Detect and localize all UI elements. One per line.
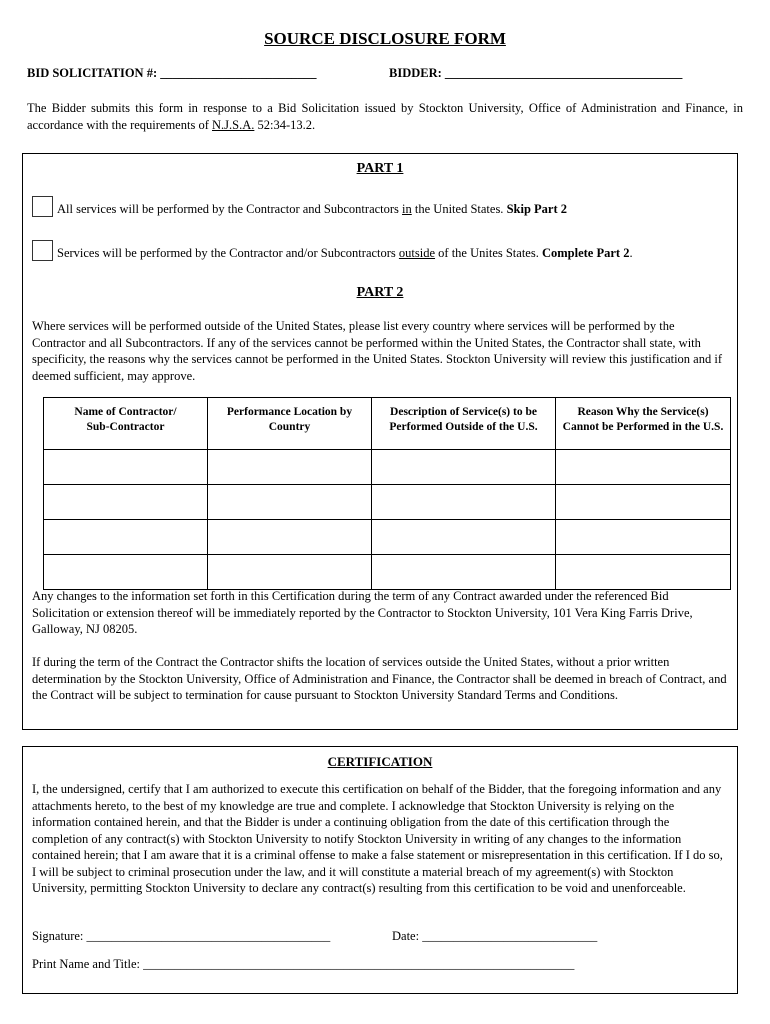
table-cell[interactable]	[556, 555, 731, 590]
part1-option-outside-us	[32, 240, 633, 261]
certification-box	[22, 746, 738, 994]
bidder-field[interactable]: BIDDER: ______________________________________	[389, 66, 683, 80]
intro-statute: N.J.S.A.	[212, 118, 255, 132]
table-cell[interactable]	[208, 485, 372, 520]
part1-title: PART 1	[356, 161, 404, 176]
certification-text: I, the undersigned, certify that I am authorized to execute this certification on behalf of the Bidder, that the foregoing information and any attachments hereto, to the best of my knowledge are true and complete. I acknowledge that Stockton University is relying on the information contained herein, and that the Bidder is under a continuing obligation from the date of this certification through the completion of any contract(s) with Stockton University to notify Stockton University in writing of any changes to the information contained herein; that I am aware that it is a criminal offense to make a false statement or misrepresentation in this certification. If I do so, I will be subject to criminal prosecution under the law, and it will constitute a material breach of my agreement(s) with Stockton University, permitting Stockton University to declare any contract(s) resulting from this certification to be void and unenforceable.	[32, 782, 723, 895]
table-cell[interactable]	[372, 555, 556, 590]
table-cell[interactable]	[44, 520, 208, 555]
col-header-location: Performance Location by Country	[208, 398, 372, 450]
checkbox-in-us[interactable]	[32, 196, 53, 217]
table-cell[interactable]	[372, 520, 556, 555]
table-cell[interactable]	[208, 450, 372, 485]
table-cell[interactable]	[44, 555, 208, 590]
option1-instruction: Skip Part 2	[506, 202, 567, 216]
intro-paragraph	[27, 100, 743, 134]
option2-text: Services will be performed by the Contractor and/or Subcontractors outside of the Unites States. Complete Part 2.	[57, 246, 633, 260]
table-cell[interactable]	[556, 485, 731, 520]
signature-field[interactable]: Signature: _______________________________________	[32, 929, 331, 943]
intro-text: The Bidder submits this form in response to a Bid Solicitation issued by Stockton University, Office of Administration and Finance, in accordance with the requirements of	[27, 101, 743, 132]
shift-paragraph: If during the term of the Contract the Contractor shifts the location of services outside the United States, without a prior written determination by the Stockton University, Office of Administration and Finance, the Contractor shall be deemed in breach of Contract, and the Contract will be subject to termination for cause pursuant to Stockton University Standard Terms and Conditions.	[32, 655, 727, 702]
form-title: SOURCE DISCLOSURE FORM	[264, 29, 506, 48]
col-header-contractor: Name of Contractor/ Sub-Contractor	[44, 398, 208, 450]
part1-option-in-us	[32, 196, 567, 217]
table-row	[44, 555, 731, 590]
table-cell[interactable]	[556, 450, 731, 485]
col-header-reason: Reason Why the Service(s) Cannot be Performed in the U.S.	[556, 398, 731, 450]
table-row	[44, 450, 731, 485]
col-header-description: Description of Service(s) to be Performed Outside of the U.S.	[372, 398, 556, 450]
table-cell[interactable]	[44, 485, 208, 520]
bid-solicitation-field[interactable]: BID SOLICITATION #: _________________________	[27, 66, 317, 80]
print-name-field[interactable]: Print Name and Title: _____________________________________________________________________	[32, 957, 575, 971]
table-cell[interactable]	[372, 450, 556, 485]
table-cell[interactable]	[556, 520, 731, 555]
table-cell[interactable]	[208, 520, 372, 555]
table-cell[interactable]	[372, 485, 556, 520]
table-cell[interactable]	[208, 555, 372, 590]
part2-title: PART 2	[356, 285, 404, 300]
table-header-row	[44, 398, 731, 450]
parts-box	[22, 153, 738, 730]
option2-instruction: Complete Part 2	[541, 246, 630, 260]
services-table	[43, 397, 731, 590]
changes-paragraph: Any changes to the information set forth in this Certification during the term of any Contract awarded under the referenced Bid Solicitation or extension thereof will be immediately reported by the Contractor to Stockton University, 101 Vera King Farris Drive, Galloway, NJ 08205.	[32, 589, 693, 636]
certification-title: CERTIFICATION	[327, 754, 433, 769]
table-cell[interactable]	[44, 450, 208, 485]
checkbox-outside-us[interactable]	[32, 240, 53, 261]
intro-statute-rest: 52:34-13.2.	[254, 118, 316, 132]
option1-text: All services will be performed by the Contractor and Subcontractors in the United States. Skip Part 2	[57, 202, 567, 216]
table-row	[44, 520, 731, 555]
date-field[interactable]: Date: ____________________________	[392, 929, 598, 943]
part2-instructions: Where services will be performed outside of the United States, please list every country where services will be performed by the Contractor and all Subcontractors. If any of the services cannot be performed within the United States, the Contractor shall state, with specificity, the reasons why the services cannot be performed in the United States. Stockton University will review this justification and if deemed sufficient, may approve.	[32, 319, 722, 383]
table-row	[44, 485, 731, 520]
